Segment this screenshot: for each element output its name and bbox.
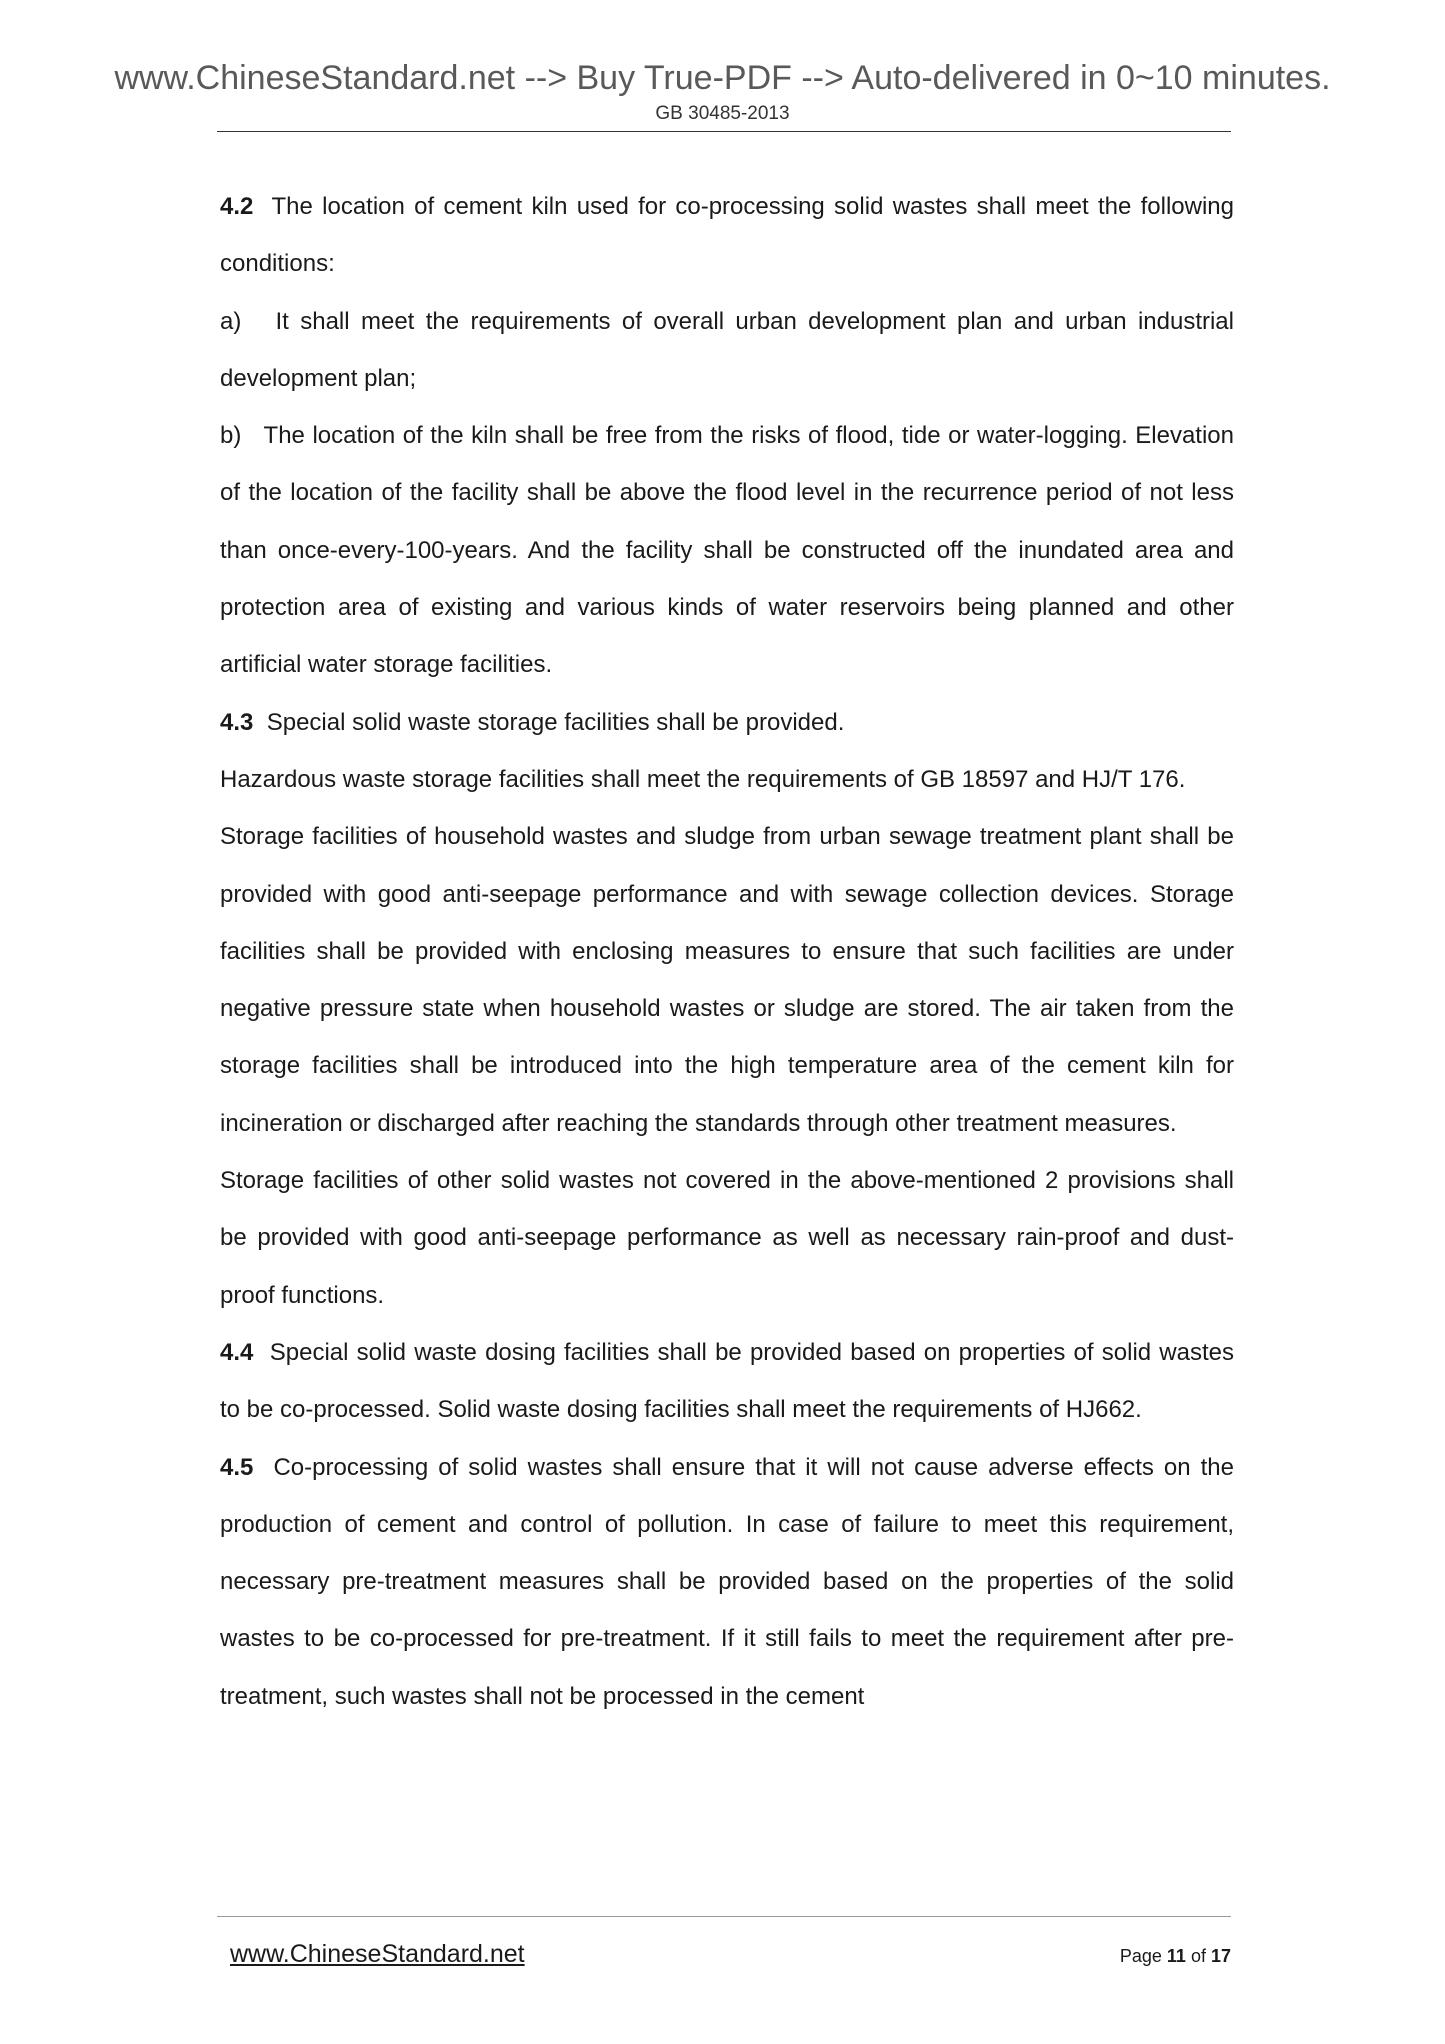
- clause-text: The location of cement kiln used for co-processing solid wastes shall meet the following conditions:: [220, 193, 1234, 278]
- list-item-b: [220, 407, 1234, 693]
- page-total: 17: [1210, 1946, 1231, 1966]
- clause-text: Co-processing of solid wastes shall ensure that it will not cause adverse effects on the production of cement and control of pollution. In case of failure to meet this requirement, necessary pre-treatment measures shall be provided based on the properties of the solid wastes to be co-processed for pre-treatment. If it still fails to meet the requirement after pre-treatment, such wastes shall not be processed in the cement: [220, 1453, 1234, 1710]
- header-divider: [217, 131, 1231, 132]
- clause-4-4: [220, 1324, 1234, 1439]
- footer-divider: [217, 1916, 1231, 1917]
- paragraph-other: Storage facilities of other solid wastes not covered in the above-mentioned 2 provisions shall be provided with good anti-seepage performance as well as necessary rain-proof and dust-proof functions.: [220, 1167, 1234, 1309]
- clause-number: 4.3: [220, 708, 254, 736]
- clause-number: 4.5: [220, 1453, 254, 1481]
- page-indicator: [1120, 1944, 1231, 1968]
- document-body: [220, 178, 1234, 1725]
- clause-text: Special solid waste dosing facilities shall be provided based on properties of solid wastes to be co-processed. Solid waste dosing facilities shall meet the requirements of HJ662.: [220, 1338, 1234, 1424]
- of-word: of: [1190, 1946, 1206, 1966]
- clause-number: 4.4: [220, 1338, 254, 1366]
- footer-link[interactable]: www.ChineseStandard.net: [230, 1940, 525, 1968]
- clause-number: 4.2: [220, 193, 254, 220]
- list-label: b): [220, 422, 242, 450]
- clause-4-5: [220, 1439, 1234, 1725]
- paragraph-household: Storage facilities of household wastes and sludge from urban sewage treatment plant shall be provided with good anti-seepage performance and with sewage collection devices. Storage facilities shall be provided with enclosing measures to ensure that such facilities are under negative pressure state when household wastes or sludge are stored. The air taken from the storage facilities shall be introduced into the high temperature area of the cement kiln for incineration or discharged after reaching the standards through other treatment measures.: [220, 823, 1234, 1137]
- clause-text: Special solid waste storage facilities shall be provided.: [266, 708, 845, 736]
- page-current: 11: [1166, 1946, 1186, 1966]
- list-text: The location of the kiln shall be free from the risks of flood, tide or water-logging. Elevation of the location of the facility shall be above the flood level in the recurrence period of not less than once-every-100-years. And the facility shall be constructed off the inundated area and protection area of existing and various kinds of water reservoirs being planned and other artificial water storage facilities.: [220, 422, 1235, 679]
- standard-code: GB 30485-2013: [655, 103, 790, 124]
- paragraph-hazardous: Hazardous waste storage facilities shall meet the requirements of GB 18597 and HJ/T 176.: [220, 765, 1186, 793]
- clause-4-2: [220, 178, 1234, 293]
- list-item-a: [220, 293, 1234, 408]
- list-label: a): [220, 307, 242, 335]
- list-text: It shall meet the requirements of overall urban development plan and urban industrial development plan;: [220, 307, 1234, 392]
- clause-4-3: [220, 694, 1234, 751]
- page-word: Page: [1119, 1946, 1162, 1966]
- site-banner[interactable]: www.ChineseStandard.net --> Buy True-PDF --> Auto-delivered in 0~10 minutes.: [114, 59, 1331, 97]
